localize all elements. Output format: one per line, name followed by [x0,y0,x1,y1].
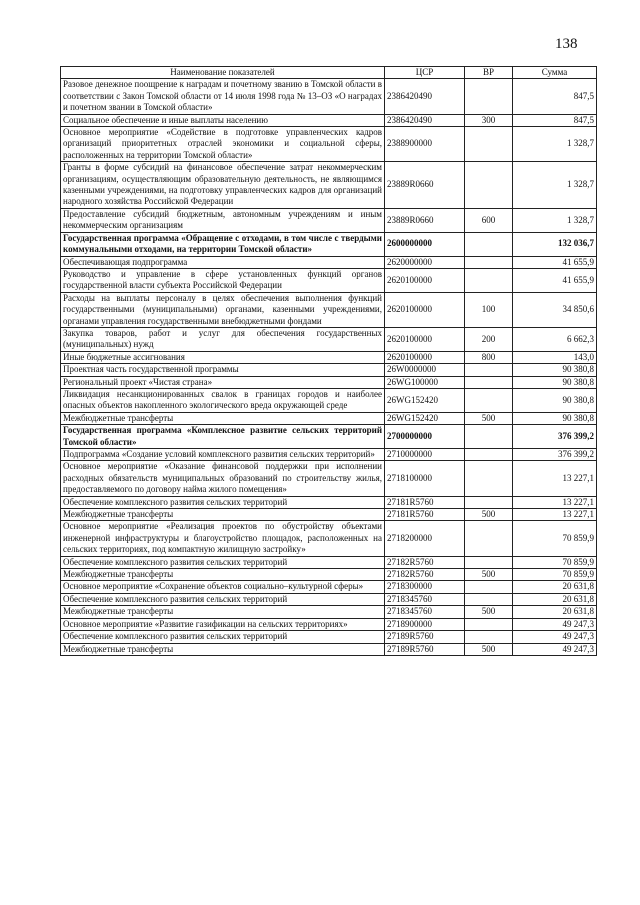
table-row [61,208,597,232]
cell-csr: 23889R0660 [385,208,465,232]
table-row [61,593,597,605]
cell-csr: 2718345760 [385,593,465,605]
cell-csr: 27182R5760 [385,556,465,568]
table-row [61,364,597,376]
table-row [61,256,597,268]
cell-vr: 300 [465,114,513,126]
cell-name: Обеспечение комплексного развития сельских территорий [61,631,385,643]
header-vr: ВР [465,67,513,79]
cell-vr [465,618,513,630]
cell-name: Гранты в форме субсидий на финансовое обеспечение затрат некоммерческим организациям, осуществляющим образовательную деятельность, не являющимся казенными учреждениями, на подготовку управленческих кадров для организаций народного хозяйства Российской Федерации [61,162,385,209]
cell-sum: 1 328,7 [513,162,597,209]
cell-sum: 1 328,7 [513,208,597,232]
cell-vr [465,593,513,605]
cell-csr: 26W0000000 [385,364,465,376]
cell-vr: 500 [465,569,513,581]
cell-csr: 2386420490 [385,114,465,126]
cell-sum: 20 631,8 [513,593,597,605]
table-row [61,425,597,449]
cell-sum: 90 380,8 [513,364,597,376]
cell-name: Межбюджетные трансферты [61,412,385,424]
table-row [61,292,597,327]
cell-name: Подпрограмма «Создание условий комплексного развития сельских территорий» [61,449,385,461]
cell-csr: 2718200000 [385,521,465,556]
cell-name: Разовое денежное поощрение к наградам и почетному званию в Томской области в соответствии с Закон Томской области от 14 июля 1998 года № 13–ОЗ «О наградах и почетном звании в Томской области» [61,79,385,114]
cell-csr: 2718900000 [385,618,465,630]
cell-name: Основное мероприятие «Развитие газификации на сельских территориях» [61,618,385,630]
cell-sum: 376 399,2 [513,425,597,449]
cell-csr: 27189R5760 [385,631,465,643]
table-row [61,569,597,581]
cell-name: Ликвидация несанкционированных свалок в границах городов и наиболее опасных объектов накопленного экологического вреда окружающей среде [61,388,385,412]
cell-sum: 132 036,7 [513,232,597,256]
table-row [61,388,597,412]
cell-csr: 2700000000 [385,425,465,449]
cell-sum: 143,0 [513,351,597,363]
cell-vr [465,268,513,292]
cell-vr: 100 [465,292,513,327]
cell-vr [465,376,513,388]
table-row [61,618,597,630]
cell-sum: 20 631,8 [513,581,597,593]
table-row [61,327,597,351]
cell-csr: 2710000000 [385,449,465,461]
cell-sum: 13 227,1 [513,509,597,521]
table-row [61,232,597,256]
cell-csr: 27181R5760 [385,509,465,521]
cell-name: Межбюджетные трансферты [61,569,385,581]
cell-csr: 26WG152420 [385,388,465,412]
cell-csr: 26WG152420 [385,412,465,424]
cell-name: Проектная часть государственной программы [61,364,385,376]
cell-name: Обеспечение комплексного развития сельских территорий [61,593,385,605]
cell-name: Основное мероприятие «Реализация проектов по обустройству объектами инженерной инфраструктуры и благоустройство площадок, расположенных на сельских территориях, под компактную жилищную застройку» [61,521,385,556]
cell-csr: 2620100000 [385,268,465,292]
cell-csr: 27181R5760 [385,496,465,508]
table-row [61,412,597,424]
cell-sum: 70 859,9 [513,569,597,581]
table-row [61,127,597,162]
table-row [61,351,597,363]
cell-name: Иные бюджетные ассигнования [61,351,385,363]
cell-csr: 27189R5760 [385,643,465,655]
table-body [61,79,597,656]
table-row [61,79,597,114]
cell-name: Основное мероприятие «Содействие в подготовке управленческих кадров организаций приоритетных отраслей экономики и социальной сферы, расположенных на территории Томской области» [61,127,385,162]
budget-table [60,66,597,656]
table-row [61,556,597,568]
cell-csr: 2388900000 [385,127,465,162]
cell-sum: 70 859,9 [513,556,597,568]
header-sum: Сумма [513,67,597,79]
cell-csr: 27182R5760 [385,569,465,581]
table-row [61,376,597,388]
table-row [61,268,597,292]
cell-sum: 49 247,3 [513,631,597,643]
cell-name: Межбюджетные трансферты [61,643,385,655]
cell-vr [465,461,513,496]
cell-csr: 2600000000 [385,232,465,256]
cell-vr: 200 [465,327,513,351]
cell-csr: 2386420490 [385,79,465,114]
table-row [61,581,597,593]
cell-vr [465,232,513,256]
cell-sum: 90 380,8 [513,388,597,412]
table-header-row [61,67,597,79]
cell-csr: 2620100000 [385,351,465,363]
cell-vr [465,521,513,556]
cell-csr: 2620100000 [385,292,465,327]
cell-name: Основное мероприятие «Сохранение объектов социально–культурной сферы» [61,581,385,593]
cell-vr [465,556,513,568]
table-row [61,114,597,126]
cell-sum: 70 859,9 [513,521,597,556]
cell-vr [465,127,513,162]
cell-vr [465,162,513,209]
cell-name: Закупка товаров, работ и услуг для обеспечения государственных (муниципальных) нужд [61,327,385,351]
cell-sum: 20 631,8 [513,606,597,618]
cell-csr: 2620000000 [385,256,465,268]
cell-csr: 2718345760 [385,606,465,618]
cell-vr: 800 [465,351,513,363]
cell-sum: 41 655,9 [513,268,597,292]
table-row [61,631,597,643]
cell-name: Социальное обеспечение и иные выплаты населению [61,114,385,126]
cell-vr [465,364,513,376]
cell-sum: 49 247,3 [513,643,597,655]
table-row [61,521,597,556]
cell-name: Обеспечение комплексного развития сельских территорий [61,556,385,568]
cell-sum: 376 399,2 [513,449,597,461]
cell-vr: 500 [465,509,513,521]
cell-name: Региональный проект «Чистая страна» [61,376,385,388]
page-number: 138 [555,36,578,52]
cell-name: Государственная программа «Обращение с отходами, в том числе с твердыми коммунальными отходами, на территории Томской области» [61,232,385,256]
cell-name: Расходы на выплаты персоналу в целях обеспечения выполнения функций государственными (муниципальными) органами, казенными учреждениями, органами управления государственными внебюджетными фондами [61,292,385,327]
cell-sum: 13 227,1 [513,461,597,496]
cell-name: Межбюджетные трансферты [61,509,385,521]
cell-sum: 1 328,7 [513,127,597,162]
cell-name: Руководство и управление в сфере установленных функций органов государственной власти субъекта Российской Федерации [61,268,385,292]
cell-csr: 2620100000 [385,327,465,351]
cell-vr [465,425,513,449]
table-row [61,496,597,508]
cell-name: Обеспечение комплексного развития сельских территорий [61,496,385,508]
cell-vr [465,631,513,643]
table-row [61,162,597,209]
cell-sum: 90 380,8 [513,376,597,388]
cell-sum: 847,5 [513,79,597,114]
table-row [61,461,597,496]
cell-csr: 2718100000 [385,461,465,496]
table-row [61,643,597,655]
cell-sum: 34 850,6 [513,292,597,327]
cell-vr: 500 [465,606,513,618]
cell-vr [465,256,513,268]
cell-name: Предоставление субсидий бюджетным, автономным учреждениям и иным некоммерческим организациям [61,208,385,232]
cell-vr [465,79,513,114]
header-csr: ЦСР [385,67,465,79]
cell-vr [465,581,513,593]
cell-vr: 500 [465,412,513,424]
cell-sum: 41 655,9 [513,256,597,268]
cell-vr [465,496,513,508]
table-row [61,606,597,618]
cell-vr [465,449,513,461]
cell-sum: 6 662,3 [513,327,597,351]
cell-csr: 23889R0660 [385,162,465,209]
cell-name: Обеспечивающая подпрограмма [61,256,385,268]
cell-csr: 26WG100000 [385,376,465,388]
cell-name: Межбюджетные трансферты [61,606,385,618]
cell-vr [465,388,513,412]
cell-sum: 90 380,8 [513,412,597,424]
cell-sum: 847,5 [513,114,597,126]
table-row [61,449,597,461]
cell-vr: 600 [465,208,513,232]
header-name: Наименование показателей [61,67,385,79]
cell-csr: 2718300000 [385,581,465,593]
cell-name: Государственная программа «Комплексное развитие сельских территорий Томской области» [61,425,385,449]
cell-sum: 49 247,3 [513,618,597,630]
cell-name: Основное мероприятие «Оказание финансовой поддержки при исполнении расходных обязательств муниципальных образований по строительству жилья, предоставляемого по договору найма жилого помещения» [61,461,385,496]
table-row [61,509,597,521]
cell-sum: 13 227,1 [513,496,597,508]
cell-vr: 500 [465,643,513,655]
